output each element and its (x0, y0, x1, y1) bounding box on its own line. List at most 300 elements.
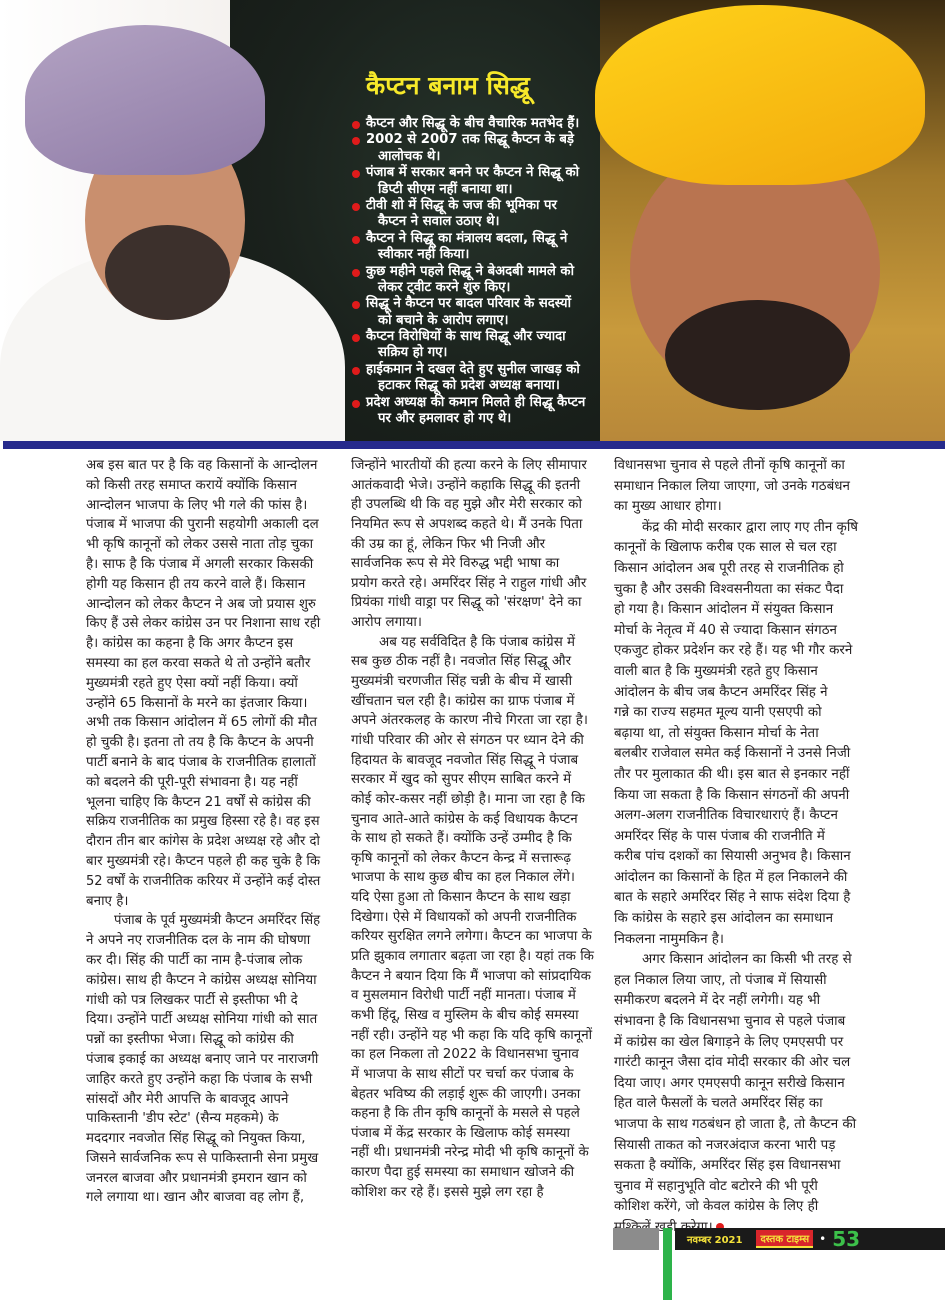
article-line-text: भाजपा के साथ कुछ बीच का हल निकाल लेंगे। (351, 870, 575, 886)
sidebar-box-item-text: 2002 से 2007 तक सिद्धू कैप्टन के बड़े (366, 132, 574, 148)
article-line (614, 1033, 866, 1054)
article-line-text: समाधान निकाल लिया जाएगा, जो उनके गठबंधन (614, 478, 850, 494)
sidebar-box-item-text: हाईकमान ने दखल देते हुए सुनील जाखड़ को (366, 361, 580, 377)
article-line (614, 1053, 866, 1074)
article-line-text: में भाजपा के साथ सीटों पर चर्चा कर पंजाब के (351, 1066, 574, 1082)
article-line-text: की उम्र का हूं, लेकिन फिर भी निजी और (351, 536, 546, 552)
bullet-dot-icon (352, 367, 360, 375)
article-line (614, 971, 866, 992)
beard-shape (665, 300, 850, 410)
article-line (614, 1012, 866, 1033)
article-line-text: सांसदों और मेरी आपत्ति के बावजूद आपने (86, 1091, 289, 1107)
sidebar-box-item-text: कैप्टन ने सवाल उठाए थे। (378, 214, 500, 230)
article-line-text: जिन्होंने भारतीयों की हत्या करने के लिए सीमापार (351, 458, 587, 473)
article-line (351, 908, 603, 928)
article-line-text: तौर पर मुलाकात की थी। इस बात से इनकार नहीं (614, 766, 850, 782)
article-line (614, 538, 866, 559)
article-line (351, 515, 603, 535)
article-line-text: प्रयोग करते रहे। अमरिंदर सिंह ने राहुल गांधी और (351, 575, 587, 591)
article-line-text: 52 वर्षों के राजनीतिक करियर में उन्होंने कई दोस्त (86, 873, 321, 889)
article-line-text: बलबीर राजेवाल समेत कई किसानों ने उनसे निजी (614, 746, 851, 762)
article-line (86, 1169, 320, 1189)
article-line (351, 1124, 603, 1144)
article-line (86, 931, 320, 951)
article-line-text: बढ़ाया था, तो संयुक्त किसान मोर्चा के नेता (614, 725, 819, 741)
article-line-text: कहना है कि तीन कृषि कानूनों के मसले से पहले (351, 1106, 580, 1122)
sidebar-box-item (350, 165, 610, 198)
article-line (614, 518, 866, 539)
article-line-text: कि कांग्रेस के सहारे इस आंदोलन का समाधान (614, 911, 834, 927)
article-line-text: गन्ने का राज्य सहमत मूल्य यानी एसएपी को (614, 705, 822, 721)
footer-bar (675, 1228, 945, 1250)
article-line-text: प्रियंका गांधी वाड्रा पर सिद्धू को 'संरक्षण' देने का (351, 595, 582, 611)
article-line (86, 733, 320, 753)
article-line (351, 1085, 603, 1105)
article-line (614, 991, 866, 1012)
article-column-2 (351, 456, 603, 1202)
article-line (351, 1104, 603, 1124)
article-line (86, 1129, 320, 1149)
article-line (351, 751, 603, 771)
article-line (614, 559, 866, 580)
article-line-text: का हल निकला तो 2022 के विधानसभा चुनाव (351, 1047, 579, 1063)
article-line (86, 1030, 320, 1050)
article-line-text: पंजाब में भाजपा की पुरानी सहयोगी अकाली दल (86, 517, 319, 533)
page-number: 53 (832, 1228, 861, 1250)
article-line-text: चुका है और उसकी विश्वसनीयता का संकट पैदा (614, 581, 844, 597)
article-line (351, 456, 603, 476)
article-line-text: समीकरण बदलने में देर नहीं लगेगी। यह भी (614, 993, 821, 1009)
article-column-1 (86, 456, 320, 1208)
article-line-text: सरकार में खुद को सुपर सीएम साबित करने में (351, 772, 572, 788)
article-line (351, 574, 603, 594)
article-paragraph (86, 911, 320, 1208)
article-line-text: केंद्र की मोदी सरकार द्वारा लाए गए तीन कृषि (642, 519, 859, 535)
article-line (351, 672, 603, 692)
sidebar-box-title-text: कैप्टन बनाम सिद्धू (366, 71, 530, 100)
turban-shape (595, 5, 925, 185)
article-line-text: को बदलने की पूरी-पूरी संभावना है। यह नहीं (86, 774, 298, 790)
article-line (86, 951, 320, 971)
article-line-text: एकजुट होकर प्रदेर्शन कर रहे हैं। यह भी गौर करने (614, 643, 853, 659)
article-line (614, 827, 866, 848)
article-line-text: दिया जाए। अगर एमएसपी कानून सरीखे किसान (614, 1075, 845, 1091)
article-line (351, 476, 603, 496)
sidebar-box-item-text: स्वीकार नहीं किया। (378, 247, 470, 263)
article-line-text: दिखेगा। ऐसे में विधायकों को अपनी राजनीतिक (351, 909, 577, 925)
article-line (614, 847, 866, 868)
article-column-3 (614, 456, 866, 1239)
article-line (614, 497, 866, 518)
article-line (351, 868, 603, 888)
article-line (614, 1136, 866, 1157)
article-paragraph (614, 456, 866, 518)
article-line-text: पंजाब इकाई का अध्यक्ष बनाए जाने पर नाराजगी (86, 1051, 319, 1067)
article-line (614, 621, 866, 642)
article-line-text: आंदोलन के बीच जब कैप्टन अमरिंदर सिंह ने (614, 684, 828, 700)
sidebar-box-item-text: को बचाने के आरोप लगाए। (378, 312, 509, 328)
article-line (614, 1197, 866, 1218)
article-line-text: गांधी परिवार की ओर से संगठन पर ध्यान देने की (351, 732, 584, 748)
article-line (86, 911, 320, 931)
article-line (351, 770, 603, 790)
article-line (351, 947, 603, 967)
article-line (351, 849, 603, 869)
article-line-text: निकलना नामुमकिन है। (614, 931, 724, 947)
article-line (86, 654, 320, 674)
article-line (351, 986, 603, 1006)
article-line-text: सक्रिय राजनीतिक का प्रमुख हिस्सा रहे है। वह इस (86, 814, 320, 830)
sidebar-box-item-line (366, 116, 610, 132)
sidebar-box-item-line (366, 296, 610, 312)
article-line-text: चुनाव आते-आते कांग्रेस के कई विधायक कैप्टन (351, 811, 578, 827)
article-line (86, 753, 320, 773)
bullet-dot-icon (352, 301, 360, 309)
article-line (86, 555, 320, 575)
article-line (86, 1050, 320, 1070)
sidebar-box-item-line (366, 264, 610, 280)
article-line-text: हो चुकी है। इतना तो तय है कि कैप्टन के अपनी (86, 735, 314, 751)
article-line-text: आन्दोलन को लेकर कैप्टन ने अब जो प्रयास शुरु (86, 596, 316, 612)
article-line-text: बनाए है। (86, 893, 129, 909)
article-line-text: कोशिश करेंगे, जो केवल कांग्रेस के लिए ही (614, 1199, 819, 1215)
article-line-text: ही उपलब्धि थी कि वह मुझे और मेरी सरकार को (351, 497, 582, 513)
article-line (351, 633, 603, 653)
article-line (351, 1026, 603, 1046)
sidebar-box-item-text: सक्रिय हो गए। (378, 345, 448, 361)
article-line (351, 790, 603, 810)
sidebar-box-item-line (366, 362, 610, 378)
article-line-text: दौरान तीन बार कांगेस के प्रदेश अध्यक्ष रहे और दो (86, 834, 320, 850)
article-line-text: अमरिंदर सिंह के पास पंजाब की राजनीति में (614, 828, 825, 844)
article-line (351, 593, 603, 613)
article-line-text: कांग्रेस। साथ ही कैप्टन ने कांग्रेस अध्यक्ष सोनिया (86, 972, 317, 988)
article-line (351, 888, 603, 908)
sidebar-box-item (350, 198, 610, 231)
article-line (86, 535, 320, 555)
sidebar-box-item-line (366, 132, 610, 148)
article-line-text: जाहिर करते हुए उन्होंने कहा कि पंजाब के सभी (86, 1071, 313, 1087)
article-line-text: बात के सहारे अमरिंदर सिंह ने साफ संदेश दिया है (614, 890, 851, 906)
bullet-dot-icon (352, 203, 360, 211)
article-line-text: अब यह सर्वविदित है कि पंजाब कांग्रेस में (379, 634, 576, 650)
article-line (86, 852, 320, 872)
article-paragraph (614, 518, 866, 950)
article-line (351, 554, 603, 574)
bullet-dot-icon (352, 334, 360, 342)
article-line-text: सियासी ताकत को नजरअंदाज करना भारी पड़ (614, 1137, 836, 1153)
article-line-text: प्रति झुकाव लगातार बढ़ता जा रहा है। यहां तक कि (351, 949, 594, 965)
sidebar-box-item-line (366, 395, 610, 411)
footer-gray-block (613, 1228, 659, 1250)
beard-shape (105, 225, 230, 320)
sidebar-box-item-text: टीवी शो में सिद्धू के जज की भूमिका पर (366, 197, 557, 213)
article-line-text: ने अपने नए राजनीतिक दल के नाम की घोषणा (86, 933, 311, 949)
article-line-text: गले लगाया था। खान और बाजवा वह लोग हैं, (86, 1190, 305, 1206)
article-line-text: गांधी को पत्र लिखकर पार्टी से इस्तीफा भी दे (86, 992, 298, 1008)
article-line-text: अगर किसान आंदोलन का किसी भी तरह से (642, 952, 852, 968)
article-line-text: हिदायत के बावजूद नवजोत सिंह सिद्धू ने पंजाब (351, 752, 579, 768)
article-line-text: हल निकाल लिया जाए, तो पंजाब में सियासी (614, 972, 827, 988)
article-line-text: है। साफ है कि पंजाब में अगली सरकार किसकी (86, 556, 314, 572)
article-line-text: कोशिश कर रहे हैं। इससे मुझे लग रहा है (351, 1184, 544, 1200)
article-line-text: पंजाब में केंद्र सरकार के खिलाफ कोई समस्या (351, 1125, 571, 1141)
article-line (614, 456, 866, 477)
article-line (614, 806, 866, 827)
divider-band (3, 441, 945, 449)
article-line-text: करीब पांच दशकों का सियासी अनुभव है। किसान (614, 849, 851, 865)
article-line (351, 1143, 603, 1163)
article-line (86, 634, 320, 654)
article-line-text: भी कृषि कानूनों को लेकर उससे नाता तोड़ चुका (86, 537, 314, 553)
article-line (351, 652, 603, 672)
bullet-dot-icon (352, 137, 360, 145)
sidebar-box-item (350, 329, 610, 362)
article-line-text: मुख्यमंत्री रहते हुए ऐसा क्यों नहीं किया। क्यों (86, 675, 298, 691)
article-line-text: बेहतर भविष्य की लड़ाई शुरू की जाएगी। उनका (351, 1086, 581, 1102)
article-line (86, 1010, 320, 1030)
article-line-text: कर दी। सिंह की पार्टी का नाम है-पंजाब लोक (86, 952, 303, 968)
article-line-text: व मुसलमान विरोधी पार्टी नहीं मानता। पंजाब में (351, 988, 576, 1004)
sidebar-box (350, 70, 610, 427)
bullet-dot-icon (352, 170, 360, 178)
bullet-dot-icon (352, 121, 360, 129)
article-line-text: विधानसभा चुनाव से पहले तीनों कृषि कानूनों का (614, 458, 845, 473)
article-line (86, 872, 320, 892)
sidebar-box-item (350, 231, 610, 264)
article-line (614, 477, 866, 498)
article-line (614, 950, 866, 971)
article-line (86, 1090, 320, 1110)
article-line (614, 1115, 866, 1136)
article-line (86, 575, 320, 595)
article-line (86, 614, 320, 634)
article-line (351, 1065, 603, 1085)
article-line-text: कोई कोर-कसर नहीं छोड़ी है। माना जा रहा है कि (351, 791, 585, 807)
article-line (614, 641, 866, 662)
sidebar-box-item-text: कैप्टन और सिद्धू के बीच वैचारिक मतभेद हैं। (366, 116, 580, 131)
turban-shape (25, 25, 265, 175)
sidebar-box-item-line (366, 165, 610, 181)
article-line-text: मुख्यमंत्री चरणजीत सिंह चन्नी के बीच में खासी (351, 674, 573, 690)
hero-photo-banner (0, 0, 945, 441)
sidebar-box-item (350, 362, 610, 395)
sidebar-box-item (350, 264, 610, 297)
article-line (86, 793, 320, 813)
article-line-text: का मुख्य आधार होगा। (614, 499, 722, 515)
article-line (614, 930, 866, 951)
article-line (614, 888, 866, 909)
article-line-text: होगी यह किसान ही तय करने वाले हैं। किसान (86, 576, 306, 592)
sidebar-box-item-line (366, 313, 610, 329)
article-line-text: पन्नों का इस्तीफा भेजा। सिद्धू को कांग्रेस की (86, 1032, 294, 1048)
article-line-text: किए हैं उसे लेकर कांग्रेस उन पर निशाना साध रही (86, 616, 321, 632)
article-line-text: कभी हिंदू, सिख व मुस्लिम के बीच कोई समस्या (351, 1007, 579, 1023)
sidebar-box-item-text: सिद्धू ने कैप्टन पर बादल परिवार के सदस्यों (366, 296, 571, 312)
article-line (614, 600, 866, 621)
article-line-text: चुनाव में सहानुभूति वोट बटोरने की भी पूरी (614, 1178, 818, 1194)
sidebar-box-title (366, 70, 610, 102)
footer-issue-date: नवम्बर 2021 (687, 1235, 743, 1246)
article-line (86, 971, 320, 991)
article-line-text: खींचतान चल रही है। कांग्रेस का ग्राफ पंजाब में (351, 693, 575, 709)
article-line (614, 744, 866, 765)
article-line-text: भूलना चाहिए कि कैप्टन 21 वर्षों से कांग्रेस की (86, 794, 311, 810)
sidebar-box-item-line (366, 182, 610, 198)
footer-separator: • (819, 1232, 827, 1246)
sidebar-box-item-text: डिप्टी सीएम नहीं बनाया था। (378, 181, 513, 197)
article-line (86, 694, 320, 714)
article-line (86, 456, 320, 476)
sidebar-box-item-text: लेकर ट्वीट करने शुरु किए। (378, 279, 511, 295)
article-paragraph (86, 456, 320, 911)
article-line (86, 1149, 320, 1169)
sidebar-box-item-line (366, 329, 610, 345)
sidebar-box-item (350, 395, 610, 428)
article-line (86, 892, 320, 912)
article-line-text: है। कांग्रेस का कहना है कि अगर कैप्टन इस (86, 636, 294, 652)
sidebar-box-item-text: कुछ महीने पहले सिद्धू ने बेअदबी मामले को (366, 263, 574, 279)
article-line (614, 683, 866, 704)
footer-green-stripe (663, 1228, 672, 1300)
article-line-text: मोर्चा के नेतृत्व में 40 से ज्यादा किसान संगठन (614, 622, 837, 638)
article-line-text: हित वाले फैसलों के चलते अमरिंदर सिंह का (614, 1096, 823, 1112)
sidebar-box-item-text: कैप्टन ने सिद्धू का मंत्रालय बदला, सिद्धू ने (366, 230, 568, 246)
article-line-text: किया जा सकता है कि किसान संगठनों की अपनी (614, 787, 850, 803)
article-line (351, 711, 603, 731)
article-line-text: आंदोलन का किसानों के हित में हल निकालने की (614, 869, 848, 885)
article-line-text: नियमित रूप से अपशब्द कहते थे। मैं उनके पिता (351, 516, 583, 532)
article-paragraph (614, 950, 866, 1238)
article-line-text: समस्या का हल करवा सकते थे तो उन्होंने बतौर (86, 655, 311, 671)
article-line-text: संभावना है कि विधानसभा चुनाव से पहले पंजाब (614, 1014, 846, 1030)
sidebar-box-item-line (366, 411, 610, 427)
article-line (351, 1006, 603, 1026)
article-line-text: में कांग्रेस का खेल बिगाड़ने के लिए एमएसपी पर (614, 1034, 844, 1050)
article-line (614, 580, 866, 601)
sidebar-box-item-text: आलोचक थे। (378, 148, 441, 164)
sidebar-box-item-line (366, 247, 610, 263)
article-line (86, 1070, 320, 1090)
article-line-text: के साथ हो सकते हैं। क्योंकि उन्हें उम्मीद है कि (351, 831, 572, 847)
article-line-text: नहीं रही। उन्होंने यह भी कहा कि यदि कृषि कानूनों (351, 1027, 593, 1043)
article-line (86, 496, 320, 516)
article-line-text: करियर सुरक्षित लगने लगेगा। कैप्टन का भाजपा के (351, 929, 592, 945)
article-line-text: जनरल बाजवा और प्रधानमंत्री इमरान खान को (86, 1170, 307, 1186)
article-line-text: अपने अंतरकलह के कारण नीचे गिरता जा रहा है। (351, 713, 588, 729)
article-line-text: सकता है क्योंकि, अमरिंदर सिंह इस विधानसभा (614, 1158, 841, 1174)
article-line-text: वाली बात है कि मुख्यमंत्री रहते हुए किसान (614, 663, 818, 679)
article-line-text: गारंटी कानून जैसा दांव मोदी सरकार की ओर चल (614, 1055, 851, 1071)
article-line-text: आतंकवादी भेजे। उन्होंने कहाकि सिद्धू की इतनी (351, 477, 581, 493)
magazine-logo: दस्तक टाइम्स (756, 1230, 813, 1248)
sidebar-box-item-line (366, 214, 610, 230)
article-line (614, 868, 866, 889)
article-line-text: अब इस बात पर है कि वह किसानों के आन्दोलन (86, 458, 318, 473)
article-line (351, 1163, 603, 1183)
article-line-text: कृषि कानूनों को लेकर कैप्टन केन्द्र में सत्तारूढ़ (351, 850, 571, 866)
article-line (351, 535, 603, 555)
article-line-text: कानूनों के खिलाफ करीब एक साल से चल रहा (614, 540, 837, 556)
article-line (351, 495, 603, 515)
article-line-text: सार्वजनिक रूप से मेरे विरुद्ध भद्दी भाषा का (351, 556, 560, 572)
article-line (351, 731, 603, 751)
sidebar-box-item-line (366, 280, 610, 296)
article-line (86, 773, 320, 793)
bullet-dot-icon (352, 400, 360, 408)
article-line (614, 724, 866, 745)
article-line-text: जिसने सार्वजनिक रूप से पाकिस्तानी सेना प्रमुख (86, 1150, 319, 1166)
sidebar-box-item-line (366, 231, 610, 247)
sidebar-box-item-text: कैप्टन विरोधियों के साथ सिद्धू और ज्यादा (366, 329, 566, 345)
article-line (614, 1177, 866, 1198)
sidebar-box-item-text: पर और हमलावर हो गए थे। (378, 411, 512, 427)
article-line-text: सब कुछ ठीक नहीं है। नवजोत सिंह सिद्धू और (351, 654, 572, 670)
article-paragraph (351, 456, 603, 633)
article-line-text: कैप्टन ने बयान दिया कि मैं भाजपा को सांप्रदायिक (351, 968, 591, 984)
article-line (351, 967, 603, 987)
article-line (86, 991, 320, 1011)
article-line-text: किसान आंदोलन अब पूरी तरह से राजनीतिक हो (614, 560, 844, 576)
article-line (614, 765, 866, 786)
bullet-dot-icon (352, 269, 360, 277)
article-line (351, 927, 603, 947)
sidebar-box-item-line (366, 378, 610, 394)
article-line-text: भाजपा के साथ गठबंधन हो जाता है, तो कैप्टन की (614, 1117, 857, 1132)
sidebar-box-item-line (366, 149, 610, 165)
article-line-text: को किसी तरह समाप्त करायें क्योंकि किसान (86, 477, 297, 493)
article-line (614, 1156, 866, 1177)
article-line (86, 713, 320, 733)
article-line (614, 1094, 866, 1115)
article-line-text: उन्होंने 65 किसानों के मरने का इंतजार किया। (86, 695, 308, 711)
article-line (86, 595, 320, 615)
article-line (614, 909, 866, 930)
article-line (86, 1109, 320, 1129)
article-line-text: दिया। उन्होंने पार्टी अध्यक्ष सोनिया गांधी को सात (86, 1012, 318, 1028)
sidebar-box-item (350, 296, 610, 329)
article-line-text: बार मुख्यमंत्री रहे। कैप्टन पहले ही कह चुके है कि (86, 853, 321, 869)
article-line (351, 1045, 603, 1065)
article-line-text: पाकिस्तानी 'डीप स्टेट' (सैन्य महकमे) के (86, 1111, 279, 1127)
sidebar-box-item-text: हटाकर सिद्धू को प्रदेश अध्यक्ष बनाया। (378, 378, 560, 394)
article-line (86, 476, 320, 496)
article-line-text: पार्टी बनाने के बाद पंजाब के राजनीतिक हालातों (86, 754, 316, 770)
article-line (86, 515, 320, 535)
article-line (614, 786, 866, 807)
sidebar-box-list (350, 116, 610, 427)
article-line (351, 1183, 603, 1203)
sidebar-box-item-line (366, 345, 610, 361)
article-line (614, 703, 866, 724)
sidebar-box-item-text: प्रदेश अध्यक्ष की कमान मिलते ही सिद्धू कैप्टन (366, 394, 586, 410)
bullet-dot-icon (352, 236, 360, 244)
article-line (86, 1188, 320, 1208)
article-paragraph (351, 633, 603, 1203)
article-line (351, 692, 603, 712)
article-line-text: आरोप लगाया। (351, 615, 422, 631)
article-line (351, 613, 603, 633)
sidebar-box-item-line (366, 198, 610, 214)
article-line (86, 832, 320, 852)
article-line-text: मददगार नवजोत सिंह सिद्धू को नियुक्त किया, (86, 1131, 306, 1147)
sidebar-box-item-text: पंजाब में सरकार बनने पर कैप्टन ने सिद्धू को (366, 165, 580, 181)
article-line (86, 674, 320, 694)
article-line-text: पंजाब के पूर्व मुख्यमंत्री कैप्टन अमरिंदर सिंह (114, 913, 321, 929)
article-line-text: कारण पैदा हुई समस्या का समाधान खोजने की (351, 1165, 575, 1181)
article-line (86, 812, 320, 832)
article-line-text: यदि ऐसा हुआ तो किसान कैप्टन के साथ खड़ा (351, 890, 571, 906)
